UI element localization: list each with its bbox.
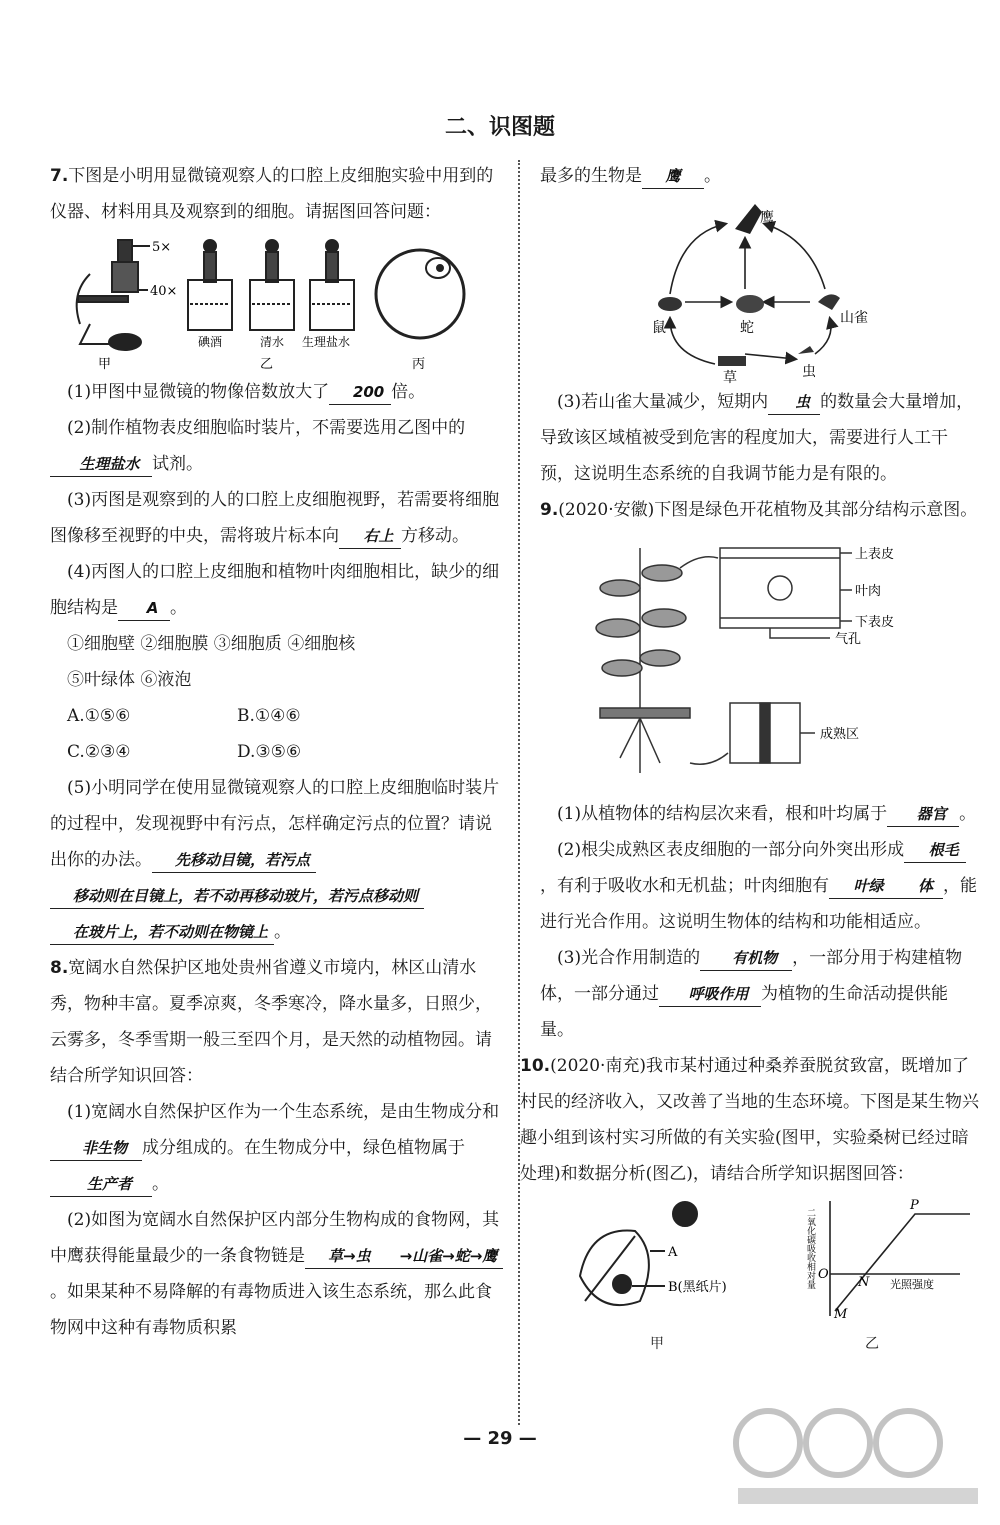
sparrow-drawing: [818, 294, 840, 310]
bottle-label-1: 碘酒: [198, 335, 223, 349]
food-web-figure: [540, 194, 980, 384]
q8-part2: (2)如图为宽阔水自然保护区内部分生物构成的食物网，其中鹰获得能量最少的一条食物链是 草→虫 →山雀→蛇→鹰。如果某种不易降解的有毒物质进入该生态系统，那么此食物网中这种有毒物质积累: [50, 1202, 505, 1346]
label-b: B(黑纸片): [668, 1280, 727, 1295]
q8-part1: (1)宽阔水自然保护区作为一个生态系统，是由生物成分和非生物 成分组成的。在生物成分中，绿色植物属于生产者 。: [50, 1094, 505, 1202]
microscope-drawing: [77, 240, 150, 350]
q7-part5: (5)小明同学在使用显微镜观察人的口腔上皮细胞临时装片的过程中，发现视野中有污点，怎样确定污点的位置？请说出你的办法。 先移动目镜，若污点移动则在目镜上，若不动再移动玻片，若污点移动则在玻片上，若不动则在物镜上 。: [50, 770, 505, 950]
option-d: D.③⑤⑥: [237, 742, 302, 762]
q9-part1: (1)从植物体的结构层次来看，根和叶均属于 器官 。: [540, 796, 980, 832]
answer-blank: 先移动目镜，若污点: [152, 848, 316, 873]
point-p: P: [910, 1198, 919, 1213]
answer-blank: 200: [329, 380, 391, 405]
option-b: B.①④⑥: [237, 706, 301, 726]
q10-stem: 10.(2020·南充)我市某村通过种桑养蚕脱贫致富，既增加了村民的经济收入，又改善了当地的生态环境。下图是某生物兴趣小组到该村实习所做的有关实验(图甲，实验桑树已经过暗处理)和数据分析(图乙)，请结合所学知识据图回答：: [520, 1056, 979, 1184]
food-web-svg: [540, 194, 980, 384]
answer-blank: 右上: [339, 524, 401, 549]
q8-stem: 8.宽阔水自然保护区地处贵州省遵义市境内，林区山清水秀，物种丰富。夏季凉爽，冬季寒冷，降水量多，日照少，云雾多，冬季雪期一般三至四个月，是天然的动植物园。请结合所学知识回答：: [50, 958, 492, 1086]
q7-part1: (1)甲图中显微镜的物像倍数放大了 200 倍。: [50, 374, 505, 410]
section-title: 二、识图题: [444, 115, 555, 140]
q7-options-cd: [50, 734, 505, 770]
web-label-insect: 虫: [802, 364, 816, 380]
label-lower-epidermis: 下表皮: [855, 615, 895, 630]
label-maturation-zone: 成熟区: [820, 727, 860, 742]
answer-blank: 生理盐水: [50, 452, 152, 477]
label-stomata: 气孔: [835, 632, 862, 647]
co2-graph: [830, 1201, 970, 1316]
answer-blank: 器官: [887, 802, 959, 827]
insect-drawing: [798, 346, 814, 354]
q7-figure-svg: [50, 234, 505, 374]
option-a: A.①⑤⑥: [67, 706, 131, 726]
label-a: A: [668, 1245, 678, 1260]
label-mesophyll: 叶肉: [855, 584, 882, 599]
graph-x-label: 光照强度: [890, 1278, 934, 1291]
web-label-mouse: 鼠: [652, 320, 666, 336]
answer-blank: 在玻片上，若不动则在物镜上: [50, 920, 274, 945]
point-m: M: [834, 1307, 848, 1322]
fig-label-jia: 甲: [98, 357, 112, 372]
answer-blank: →山雀→蛇→鹰: [377, 1244, 504, 1269]
answer-blank: 移动则在目镜上，若不动再移动玻片，若污点移动则: [50, 884, 424, 909]
q7-part4: (4)丙图人的口腔上皮细胞和植物叶肉细胞相比，缺少的细胞结构是 A 。: [50, 554, 505, 626]
answer-blank: 体: [891, 874, 943, 899]
answer-blank: 有机物: [700, 946, 792, 971]
answer-blank: 呼吸作用: [659, 982, 761, 1007]
grass-drawing: [718, 356, 746, 366]
eagle-drawing: [735, 204, 762, 234]
bottle-label-2: 清水: [260, 335, 285, 349]
q7-options-ab: [50, 698, 505, 734]
root-section-drawing: [690, 703, 815, 764]
leaf-section-drawing: [680, 548, 852, 638]
q7-stem: 7.下图是小明用显微镜观察人的口腔上皮细胞实验中用到的仪器、材料用具及观察到的细胞。请据图回答问题：: [50, 166, 494, 222]
q8-part3: (3)若山雀大量减少，短期内 虫 的数量会大量增加，导致该区域植被受到危害的程度加大，需要进行人工干预，这说明生态系统的自我调节能力是有限的。: [540, 392, 974, 484]
bottles-drawing: [188, 240, 464, 338]
eyepiece-label: 5×: [152, 240, 172, 255]
plant-svg: [540, 528, 980, 796]
objective-label: 40×: [150, 284, 178, 299]
plant-drawing: [596, 548, 690, 773]
answer-blank: A: [118, 596, 170, 621]
snake-drawing: [736, 295, 764, 313]
point-o: O: [818, 1267, 829, 1282]
option-c: C.②③④: [67, 742, 131, 762]
fig-label-jia: 甲: [650, 1336, 664, 1352]
right-column: [520, 158, 980, 1352]
fig-label-yi: 乙: [260, 357, 274, 372]
mouse-drawing: [658, 297, 682, 311]
answer-blank: 非生物: [50, 1136, 142, 1161]
web-label-grass: 草: [723, 370, 737, 384]
fig-label-yi: 乙: [865, 1336, 879, 1352]
watermark-logo: [728, 1403, 988, 1513]
q7-part2: (2)制作植物表皮细胞临时装片，不需要选用乙图中的生理盐水 试剂。: [50, 410, 505, 482]
q9-part3: (3)光合作用制造的 有机物 ，一部分用于构建植物体，一部分通过 呼吸作用 为植物的生命活动提供能量。: [540, 948, 963, 1040]
plant-figure: [540, 528, 980, 796]
page-number: — 29 —: [463, 1428, 537, 1449]
answer-blank: 鹰: [642, 164, 704, 189]
bottle-label-3: 生理盐水: [302, 335, 351, 349]
left-column: [50, 158, 505, 1346]
label-upper-epidermis: 上表皮: [855, 547, 895, 562]
point-n: N: [858, 1275, 870, 1290]
fig-label-bing: 丙: [412, 357, 426, 372]
answer-blank: 草→虫: [305, 1244, 377, 1269]
q7-figure: [50, 234, 505, 374]
q10-fig-labels: [540, 1326, 980, 1352]
q10-figure: [540, 1196, 980, 1326]
answer-blank: 叶绿: [829, 874, 891, 899]
q7-part3: (3)丙图是观察到的人的口腔上皮细胞视野，若需要将细胞图像移至视野的中央，需将玻片标本向 右上 方移动。: [50, 482, 505, 554]
web-label-eagle: 鹰: [760, 210, 774, 226]
q8-part2-cont: 最多的生物是 鹰 。: [540, 158, 980, 194]
q9-stem: 9.(2020·安徽)下图是绿色开花植物及其部分结构示意图。: [540, 500, 978, 520]
web-label-snake: 蛇: [740, 320, 754, 336]
answer-blank: 根毛: [904, 838, 966, 863]
column-divider: [518, 160, 520, 1425]
q7-items-1: ①细胞壁 ②细胞膜 ③细胞质 ④细胞核: [67, 634, 356, 654]
q9-part2: (2)根尖成熟区表皮细胞的一部分向外突出形成 根毛，有利于吸收水和无机盐；叶肉细胞有 叶绿 体 ，能进行光合作用。这说明生物体的结构和功能相适应。: [540, 840, 977, 932]
q7-items-2: ⑤叶绿体 ⑥液泡: [67, 670, 192, 690]
answer-blank: 虫: [768, 390, 820, 415]
answer-blank: 生产者: [50, 1172, 152, 1197]
q10-svg: [540, 1196, 980, 1326]
web-label-sparrow: 山雀: [840, 310, 868, 326]
graph-y-label: 二氧化碳吸收相对量: [805, 1208, 815, 1289]
